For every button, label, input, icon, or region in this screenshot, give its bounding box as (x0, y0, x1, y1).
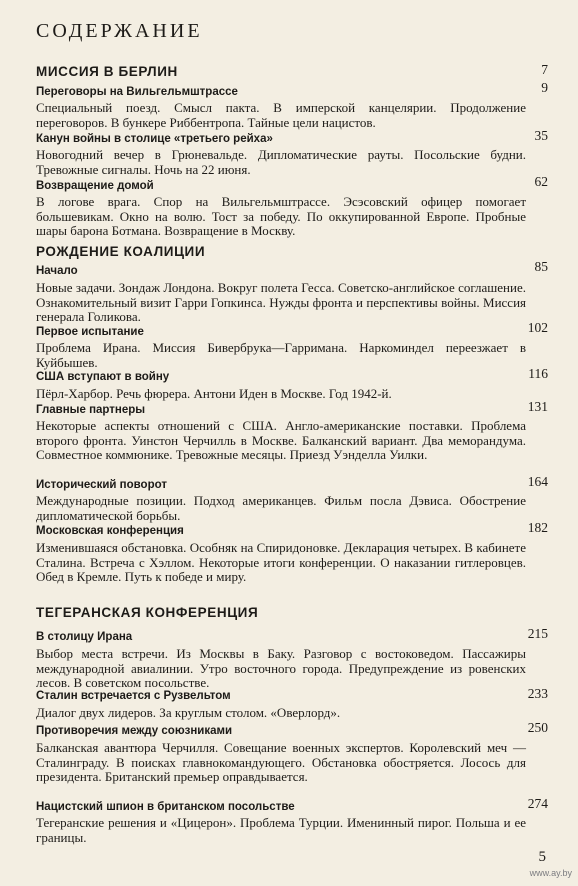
chapter-description: В логове врага. Спор на Вильгельмштрассе. Эсэсовский офицер помогает большевикам. Окно на волю. Тост за победу. По оккупированной Европе. Пробные шары барона Ботмана. Возвращение в Москву. (36, 194, 526, 239)
chapter-page-number: 182 (527, 520, 548, 535)
chapter-page-number: 131 (527, 399, 548, 414)
chapter-title: Первое испытание (36, 326, 144, 338)
chapter-title: Канун войны в столице «третьего рейха» (36, 133, 273, 145)
chapter-description: Диалог двух лидеров. За круглым столом. «Оверлорд». (36, 705, 341, 720)
chapter-title: Нацистский шпион в британском посольстве (36, 801, 295, 813)
chapter-description: Изменившаяся обстановка. Особняк на Спиридоновке. Декларация четырех. В кабинете Сталина. Встреча с Хэллом. Некоторые итоги конференции. О наказании гитлеровцев. Обед в Кремле. Путь к победе и миру. (36, 540, 526, 585)
chapter-description: Тегеранские решения и «Цицерон». Проблема Турции. Именинный пирог. Польша и ее границы. (36, 815, 526, 845)
chapter-description: Выбор места встречи. Из Москвы в Баку. Разговор с востоковедом. Пассажиры международной авиалинии. Утро восточного города. Предупреждение из ровенских лесов. В советском посольстве. (36, 646, 526, 691)
section-page-number: 7 (541, 62, 548, 77)
chapter-title: Главные партнеры (36, 404, 146, 416)
watermark: www.ay.by (529, 868, 572, 878)
chapter-page-number: 85 (534, 259, 548, 274)
chapter-title: Московская конференция (36, 525, 184, 537)
chapter-page-number: 35 (534, 128, 548, 143)
chapter-description: Балканская авантюра Черчилля. Совещание военных экспертов. Королевский меч — Сталинграду. В поисках главнокомандующего. Обстановка обостряется. Лосось для президента. Британский премьер оправдывается. (36, 740, 526, 785)
page-title: СОДЕРЖАНИЕ (36, 20, 203, 42)
chapter-title: В столицу Ирана (36, 631, 133, 643)
chapter-title: Начало (36, 265, 78, 277)
chapter-description: Проблема Ирана. Миссия Бивербрука—Гарримана. Наркоминдел переезжает в Куйбышев. (36, 340, 526, 370)
chapter-description: Пёрл-Харбор. Речь фюрера. Антони Иден в Москве. Год 1942-й. (36, 386, 392, 401)
folio-page-number: 5 (538, 849, 546, 865)
section-title: ТЕГЕРАНСКАЯ КОНФЕРЕНЦИЯ (36, 605, 259, 620)
chapter-page-number: 102 (527, 320, 548, 335)
section-title: РОЖДЕНИЕ КОАЛИЦИИ (36, 244, 206, 259)
chapter-page-number: 215 (527, 626, 548, 641)
chapter-page-number: 164 (527, 474, 548, 489)
chapter-title: Сталин встречается с Рузвельтом (36, 690, 231, 702)
chapter-page-number: 250 (527, 720, 548, 735)
chapter-description: Специальный поезд. Смысл пакта. В имперской канцелярии. Продолжение переговоров. В бункере Риббентропа. Тайные цели нацистов. (36, 100, 526, 130)
chapter-page-number: 116 (528, 366, 548, 381)
chapter-description: Новые задачи. Зондаж Лондона. Вокруг полета Гесса. Советско-английское соглашение. Ознакомительный визит Гарри Гопкинса. Нужды фронта и перспективы войны. Миссия генерала Голикова. (36, 280, 526, 325)
chapter-title: Переговоры на Вильгельмштрассе (36, 86, 238, 98)
chapter-page-number: 233 (527, 686, 548, 701)
chapter-page-number: 9 (541, 80, 548, 95)
chapter-page-number: 274 (527, 796, 548, 811)
chapter-description: Некоторые аспекты отношений с США. Англо-американские поставки. Проблема второго фронта. Уинстон Черчилль в Москве. Балканский вариант. Два меморандума. Совместное коммюнике. Тревожные месяцы. Приезд Уэнделла Уилки. (36, 418, 526, 463)
chapter-title: Исторический поворот (36, 479, 167, 491)
chapter-description: Новогодний вечер в Грюневальде. Дипломатические рауты. Посольские будни. Тревожные сигналы. Ночь на 22 июня. (36, 147, 526, 177)
chapter-description: Международные позиции. Подход американцев. Фильм посла Дэвиса. Обострение дипломатической борьбы. (36, 493, 526, 523)
chapter-title: Возвращение домой (36, 180, 154, 192)
section-title: МИССИЯ В БЕРЛИН (36, 64, 178, 79)
chapter-page-number: 62 (534, 174, 548, 189)
chapter-title: Противоречия между союзниками (36, 725, 233, 737)
chapter-title: США вступают в войну (36, 371, 170, 383)
